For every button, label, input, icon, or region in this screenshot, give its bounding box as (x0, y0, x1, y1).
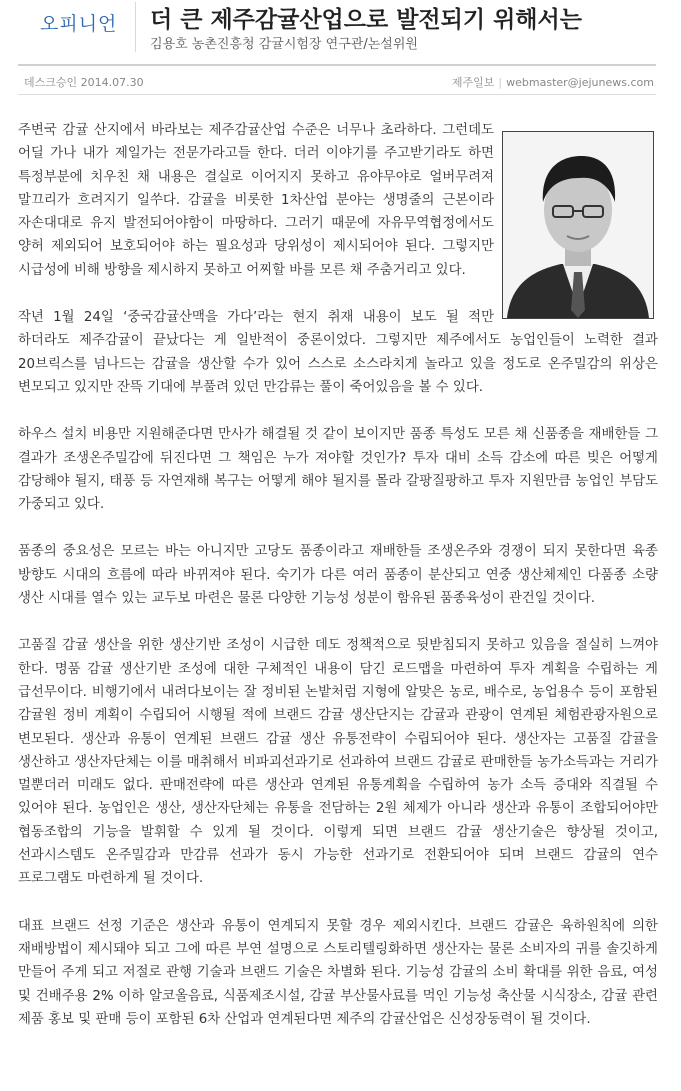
article-paragraph: 작년 1월 24일 ‘중국감귤산맥을 가다’라는 현지 취재 내용이 보도 될 적만 하더라도 제주감귤이 끝났다는 게 일반적이 중론이었다. 그렇지만 제주에서도 농업인들이 노력한 결과 20브릭스를 넘나드는 감귤을 생산할 수가 있어 스스로 소스라치게 놀라고 있을 정도로 온주밀감의 위상은 변모되고 있지만 잔뜩 기대에 부풀려 있던 만감류는 풀이 죽어있음을 볼 수 있다. (18, 310, 658, 395)
author-byline: 김용호 농촌진흥청 감귤시험장 연구관/논설위원 (150, 37, 418, 52)
section-label[interactable]: 오피니언 (40, 13, 118, 35)
article-header (0, 0, 681, 62)
author-photo (502, 131, 654, 319)
header-divider (135, 2, 136, 52)
article-paragraph: 고품질 감귤 생산을 위한 생산기반 조성이 시급한 데도 정책적으로 뒷받침되지 못하고 있음을 절실히 느껴야 한다. 명품 감귤 생산기반 조성에 대한 구체적인 내용이 담긴 로드맵을 마련하여 투자 계획을 수립하는 게 급선무이다. 비행기에서 내려다보이는 잘 정비된 논밭처럼 지형에 알맞은 농로, 배수로, 농업용수 등이 포함된 감귤원 정비 계획이 수립되어 시행될 적에 브랜드 감귤 생산단지는 감귤과 관광이 연계된 체험관광자원으로 변모된다. 생산과 유통이 연계된 브랜드 감귤 생산 유통전략이 수립되어야 된다. 생산자는 고품질 감귤을 생산하고 생산자단체는 이를 매취해서 비파괴선과기로 선과하여 브랜드 감귤로 판매한들 농가소득과는 거리가 멀뿐더러 미래도 없다. 판매전략에 따른 생산과 연계된 유통계획을 수립하여 농가 소득 증대와 직결될 수 있어야 된다. 농업인은 생산, 생산자단체는 유통을 전담하는 2원 체제가 아니라 생산과 유통이 조합되어야만 협동조합의 기능을 발휘할 수 있게 될 것이다. 이렇게 되면 브랜드 감귤 생산기술은 향상될 것이고, 선과시스템도 온주밀감과 만감류 선과가 동시 가능한 선과기로 전환되어야 되며 브랜드 감귤의 연수 프로그램도 마련하게 될 것이다. (18, 638, 658, 887)
source-email[interactable]: webmaster@jejunews.com (506, 76, 654, 89)
article-headline: 더 큰 제주감귤산업으로 발전되기 위해서는 (150, 7, 582, 33)
article-paragraph: 대표 브랜드 선정 기준은 생산과 유통이 연계되지 못할 경우 제외시킨다. 브랜드 감귤은 육하원칙에 의한 재배방법이 제시돼야 되고 그에 따른 부연 설명으로 스토리텔링화하면 생산자는 물론 소비자의 귀를 솔깃하게 만들어 주게 되고 저절로 관행 기술과 브랜드 기술은 차별화 된다. 기능성 감귤의 소비 확대를 위한 음료, 여성 및 건배주용 2% 이하 알코올음료, 식품제조시설, 감귤 부산물사료를 먹인 기능성 축산물 시식장소, 감귤 관련 제품 홍보 및 판매 등이 포함된 6차 산업과 연계된다면 제주의 감귤산업은 신성장동력이 될 것이다. (18, 918, 658, 1027)
source-name: 제주일보 (451, 76, 495, 89)
article-paragraph: 하우스 설치 비용만 지원해준다면 만사가 해결될 것 같이 보이지만 품종 특성도 모른 채 신품종을 재배한들 그 결과가 조생온주밀감에 뒤진다면 그 책임은 누가 져야할 것인가? 투자 대비 소득 감소에 따른 빚은 어떻게 감당해야 될지, 태풍 등 자연재해 복구는 어떻게 해야 될지를 몰라 갈팡질팡하고 투자 지원만큼 농업인 부담도 가중되고 있다. (18, 427, 658, 513)
source-info (452, 74, 654, 90)
article-paragraph: 품종의 중요성은 모르는 바는 아니지만 고당도 품종이라고 재배한들 조생온주와 경쟁이 되지 못한다면 육종 방향도 시대의 흐름에 따라 바뀌져야 된다. 숙기가 다른 여러 품종이 분산되고 연중 생산체제인 다품종 소량 생산 시대를 열수 있는 교두보 마련은 물론 다양한 기능성 성분이 함유된 품종육성이 관건일 것이다. (18, 544, 658, 607)
article-body (18, 119, 658, 1055)
approval-date: 데스크승인 2014.07.30 (24, 76, 144, 89)
article-paragraph: 주변국 감귤 산지에서 바라보는 제주감귤산업 수준은 너무나 초라하다. 그런데도 어딜 가나 내가 제일가는 전문가라고들 한다. 더러 이야기를 주고받기라도 하면 특정부분에 치우친 채 내용은 결실로 이어지지 못하고 유야무야로 얼버무려져 말끄리가 흐려지기 일쑤다. 감귤을 비롯한 1차산업 분야는 생명줄의 근본이라 자손대대로 유지 발전되어야함이 마땅하다. 그러기 때문에 자유무역협정에서도 양허 제외되어 보호되어야 하는 필요성과 당위성이 제시되어야 된다. 그렇지만 시급성에 비해 방향을 제시하지 못하고 어찌할 바를 모른 채 주춤거리고 있다. (18, 123, 494, 278)
meta-separator: | (498, 76, 503, 89)
article-meta-bar (18, 64, 656, 95)
